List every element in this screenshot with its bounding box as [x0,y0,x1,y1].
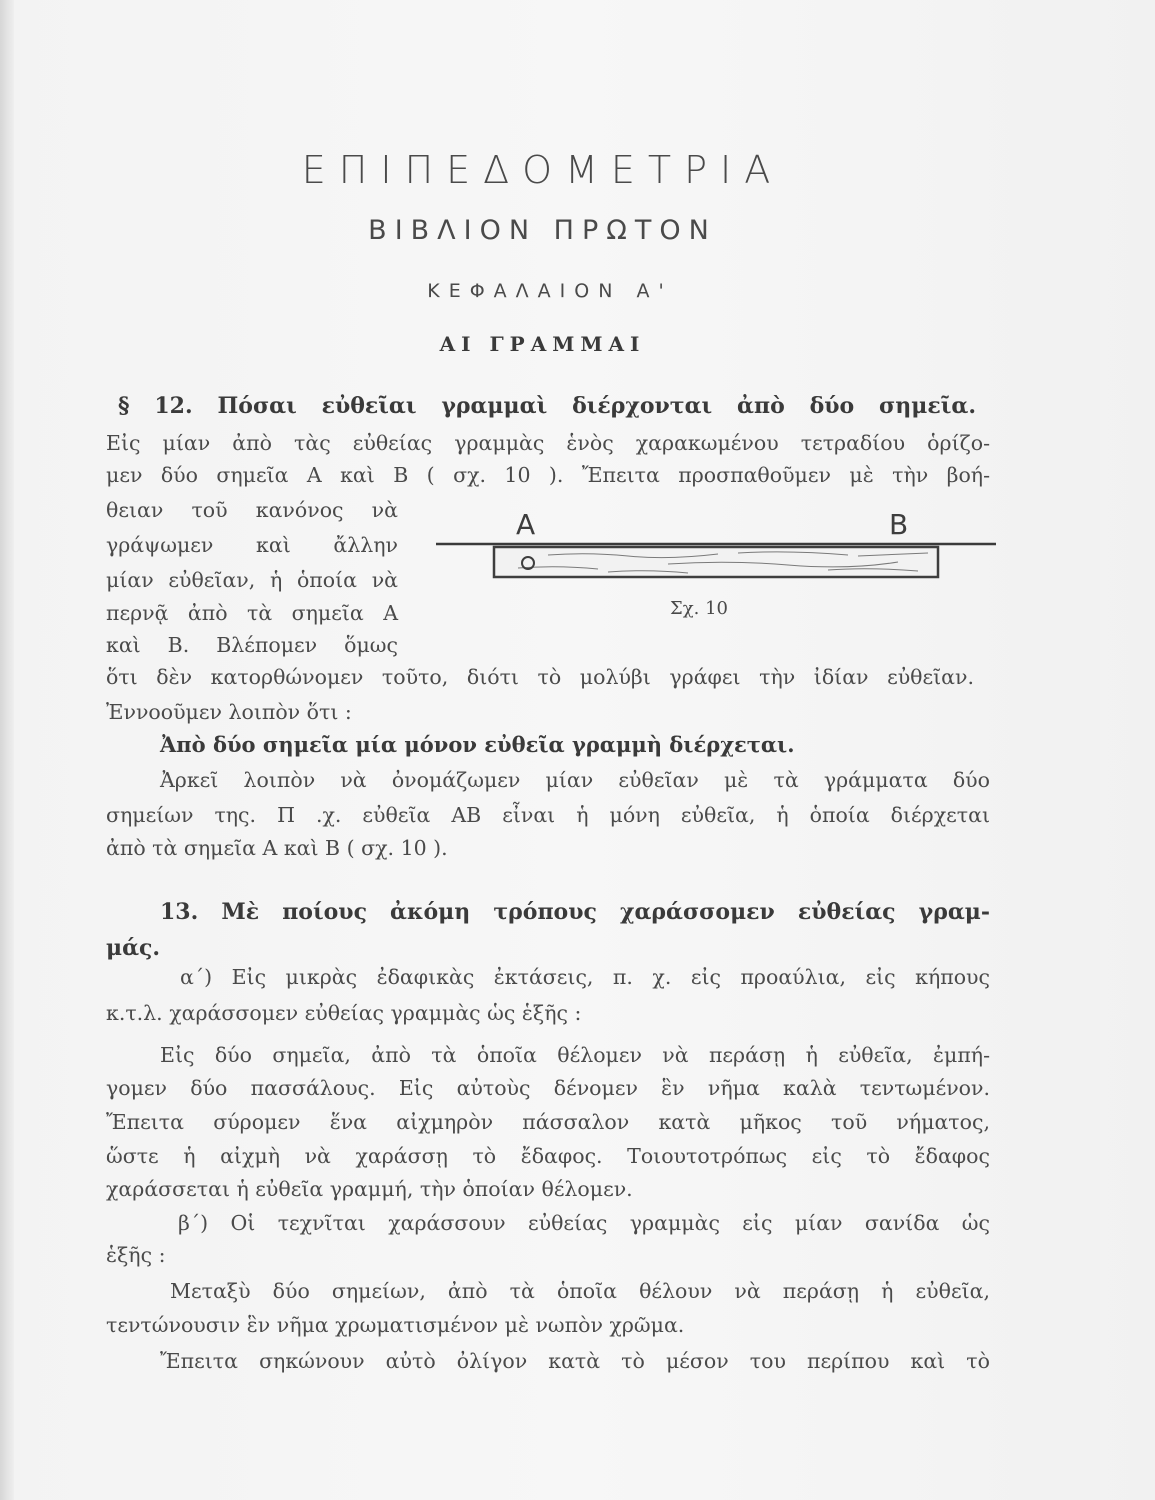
section-13-heading: 13. Μὲ ποίους ἀκόμη τρόπους χαράσσομεν εὐθείας γραμ- [160,899,990,925]
book-part-title: ΒΙΒΛΙΟΝ ΠΡΩΤΟΝ [368,215,717,246]
paragraph-line: Εἰς δύο σημεῖα, ἀπὸ τὰ ὁποῖα θέλομεν νὰ περάσῃ ἡ εὐθεῖα, ἐμπή- [160,1043,990,1067]
point-a-label: A [516,508,536,541]
point-b-label: B [889,508,909,541]
paragraph-line: Ἀρκεῖ λοιπὸν νὰ ὀνομάζωμεν μίαν εὐθεῖαν μὲ τὰ γράμματα δύο [160,768,990,792]
geometry-rule: Ἀπὸ δύο σημεῖα μία μόνον εὐθεῖα γραμμὴ διέρχεται. [160,732,795,757]
section-13-heading-cont: μάς. [106,935,161,961]
paragraph-line: μεν δύο σημεῖα Α καὶ Β ( σχ. 10 ). Ἔπειτα προσπαθοῦμεν μὲ τὴν βοή- [106,463,990,487]
paragraph-line: τεντώνουσιν ἓν νῆμα χρωματισμένον μὲ νωπὸν χρῶμα. [106,1313,685,1337]
figure-caption: Σχ. 10 [670,598,728,619]
paragraph-line: σημείων της. Π .χ. εὐθεῖα ΑΒ εἶναι ἡ μόνη εὐθεῖα, ἡ ὁποία διέρχεται [106,803,990,827]
paragraph-line: περνᾷ ἀπὸ τὰ σημεῖα Α [106,601,398,625]
paragraph-line: θειαν τοῦ κανόνος νὰ [106,498,398,522]
paragraph-line: ὅτι δὲν κατορθώνομεν τοῦτο, διότι τὸ μολύβι γράφει τὴν ἰδίαν εὐθεῖαν. [106,665,974,689]
paragraph-line: γομεν δύο πασσάλους. Εἰς αὐτοὺς δένομεν ἓν νῆμα καλὰ τεντωμένον. [106,1076,990,1100]
paragraph-line: ὥστε ἡ αἰχμὴ νὰ χαράσσῃ τὸ ἔδαφος. Τοιουτοτρόπως εἰς τὸ ἔδαφος [106,1144,990,1168]
paragraph-line: Ἔπειτα σύρομεν ἕνα αἰχμηρὸν πάσσαλον κατὰ μῆκος τοῦ νήματος, [106,1110,990,1134]
paragraph-line: γράψωμεν καὶ ἄλλην [106,533,398,557]
paragraph-line: α΄) Εἰς μικρὰς ἐδαφικὰς ἐκτάσεις, π. χ. εἰς προαύλια, εἰς κήπους [180,965,990,989]
paragraph-line: Ἐννοοῦμεν λοιπὸν ὅτι : [106,700,352,724]
chapter-title: ΚΕΦΑΛΑΙΟΝ Α' [427,280,673,302]
paragraph-line: καὶ Β. Βλέπομεν ὅμως [106,633,398,657]
paragraph-line: Εἰς μίαν ἀπὸ τὰς εὐθείας γραμμὰς ἑνὸς χαρακωμένου τετραδίου ὁρίζο- [106,431,990,455]
paragraph-line: ἑξῆς : [106,1243,166,1267]
paragraph-line: κ.τ.λ. χαράσσομεν εὐθείας γραμμὰς ὡς ἑξῆς : [106,1001,582,1025]
section-title: ΑΙ ΓΡΑΜΜΑΙ [439,332,646,356]
paragraph-line: χαράσσεται ἡ εὐθεῖα γραμμή, τὴν ὁποίαν θέλομεν. [106,1177,633,1201]
book-title: ΕΠΙΠΕΔΟΜΕΤΡΙΑ [301,148,784,192]
paragraph-line: ἀπὸ τὰ σημεῖα Α καὶ Β ( σχ. 10 ). [106,836,448,860]
ruler-drawing [428,508,1003,588]
paragraph-line: μίαν εὐθεῖαν, ἡ ὁποία νὰ [106,568,398,592]
paragraph-line: Μεταξὺ δύο σημείων, ἀπὸ τὰ ὁποῖα θέλουν νὰ περάσῃ ἡ εὐθεῖα, [170,1279,990,1303]
figure-ruler-line [428,508,1003,630]
section-12-heading: § 12. Πόσαι εὐθεῖαι γραμμαὶ διέρχονται ἀπὸ δύο σημεῖα. [118,393,976,419]
paragraph-line: Ἔπειτα σηκώνουν αὐτὸ ὀλίγον κατὰ τὸ μέσον του περίπου καὶ τὸ [160,1349,990,1373]
paragraph-line: β΄) Οἱ τεχνῖται χαράσσουν εὐθείας γραμμὰς εἰς μίαν σανίδα ὡς [178,1211,990,1235]
